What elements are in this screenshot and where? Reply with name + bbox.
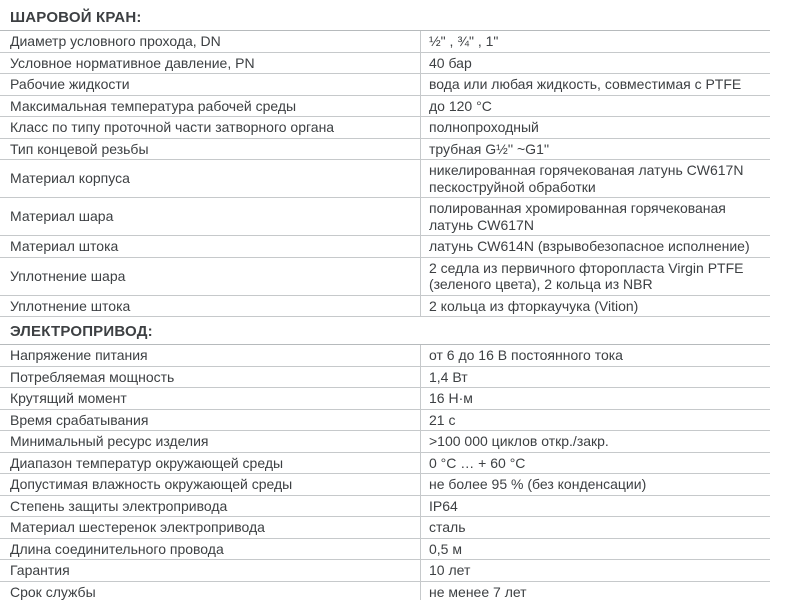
spec-row: [0, 96, 770, 118]
spec-parameter-label: Потребляемая мощность: [0, 367, 421, 388]
spec-table: [0, 345, 770, 600]
spec-parameter-label: Срок службы: [0, 582, 421, 600]
spec-parameter-label: Максимальная температура рабочей среды: [0, 96, 421, 117]
spec-row: [0, 236, 770, 258]
spec-parameter-label: Минимальный ресурс изделия: [0, 431, 421, 452]
spec-row: [0, 367, 770, 389]
spec-parameter-label: Уплотнение шара: [0, 258, 421, 295]
spec-parameter-label: Класс по типу проточной части затворного органа: [0, 117, 421, 138]
spec-parameter-value: 1,4 Вт: [429, 368, 468, 385]
spec-parameter-value: 40 бар: [429, 54, 472, 71]
spec-parameter-label: Материал корпуса: [0, 160, 421, 197]
spec-row: [0, 296, 770, 318]
spec-row: [0, 560, 770, 582]
spec-parameter-label: Условное нормативное давление, PN: [0, 53, 421, 74]
spec-parameter-value: от 6 до 16 В постоянного тока: [429, 347, 623, 363]
spec-row: [0, 31, 770, 53]
spec-parameter-label: Материал шара: [0, 198, 421, 235]
spec-row: [0, 431, 770, 453]
spec-row: [0, 474, 770, 496]
spec-parameter-label: Гарантия: [0, 560, 421, 581]
spec-parameter-label: Время срабатывания: [0, 410, 421, 431]
spec-parameter-label: Диапазон температур окружающей среды: [0, 453, 421, 474]
spec-parameter-label: Тип концевой резьбы: [0, 139, 421, 160]
spec-parameter-label: Допустимая влажность окружающей среды: [0, 474, 421, 495]
spec-parameter-label: Крутящий момент: [0, 388, 421, 409]
spec-parameter-value: 2 седла из первичного фторопласта Virgin PTFE (зеленого цвета), 2 кольца из NBR: [429, 259, 744, 292]
spec-section: [0, 317, 770, 600]
spec-row: [0, 496, 770, 518]
spec-parameter-value: никелированная горячекованая латунь CW617N пескоструйной обработки: [429, 162, 744, 195]
spec-row: [0, 117, 770, 139]
spec-row: [0, 53, 770, 75]
spec-row: [0, 517, 770, 539]
spec-row: [0, 539, 770, 561]
spec-parameter-value: не более 95 % (без конденсации): [429, 476, 647, 492]
spec-parameter-label: Уплотнение штока: [0, 296, 421, 317]
spec-parameter-value: 16 Н·м: [429, 390, 473, 406]
spec-parameter-value: полнопроходный: [429, 119, 539, 135]
spec-parameter-label: Напряжение питания: [0, 345, 421, 366]
spec-row: [0, 410, 770, 432]
spec-parameter-value: полированная хромированная горячекованая латунь CW617N: [429, 200, 726, 233]
spec-row: [0, 139, 770, 161]
spec-row: [0, 258, 770, 296]
spec-parameter-value: 21 с: [429, 411, 456, 428]
spec-parameter-label: Материал штока: [0, 236, 421, 257]
spec-parameter-value: до 120 °C: [429, 97, 492, 114]
section-title: ЭЛЕКТРОПРИВОД:: [0, 317, 770, 345]
section-title: ШАРОВОЙ КРАН:: [0, 3, 770, 31]
spec-row: [0, 198, 770, 236]
spec-parameter-value: не менее 7 лет: [429, 583, 527, 600]
spec-parameter-label: Диаметр условного прохода, DN: [0, 31, 421, 52]
spec-parameter-label: Длина соединительного провода: [0, 539, 421, 560]
spec-parameter-label: Степень защиты электропривода: [0, 496, 421, 517]
spec-parameter-value: 0,5 м: [429, 540, 462, 557]
spec-parameter-value: 10 лет: [429, 562, 471, 578]
spec-parameter-value: сталь: [429, 519, 466, 535]
spec-row: [0, 453, 770, 475]
spec-sections-container: [0, 3, 787, 600]
spec-parameter-value: 2 кольца из фторкаучука (Vition): [429, 297, 639, 314]
spec-parameter-value: IP64: [429, 497, 458, 514]
spec-parameter-label: Материал шестеренок электропривода: [0, 517, 421, 538]
spec-row: [0, 582, 770, 600]
spec-parameter-label: Рабочие жидкости: [0, 74, 421, 95]
spec-parameter-value: ½" , ¾" , 1": [429, 33, 499, 49]
spec-parameter-value: >100 000 циклов откр./закр.: [429, 433, 609, 449]
spec-row: [0, 160, 770, 198]
spec-row: [0, 345, 770, 367]
spec-row: [0, 388, 770, 410]
spec-section: [0, 3, 770, 317]
spec-table: [0, 31, 770, 317]
spec-parameter-value: 0 °C … + 60 °C: [429, 454, 526, 471]
spec-parameter-value: латунь CW614N (взрывобезопасное исполнение): [429, 238, 750, 254]
spec-row: [0, 74, 770, 96]
spec-parameter-value: трубная G½'' ~G1'': [429, 140, 550, 157]
spec-parameter-value: вода или любая жидкость, совместимая с PTFE: [429, 76, 742, 92]
